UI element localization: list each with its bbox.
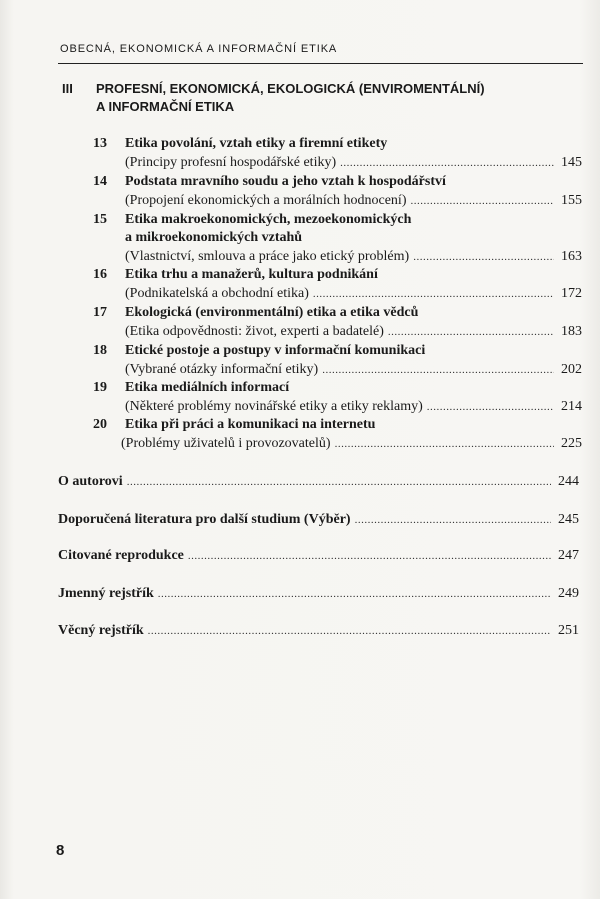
page-number: 251 <box>558 623 579 638</box>
running-head: OBECNÁ, EKONOMICKÁ A INFORMAČNÍ ETIKA <box>60 43 338 55</box>
chapter-subtitle: (Propojení ekonomických a morálních hodnocení) <box>125 193 407 208</box>
page-number: 247 <box>558 548 579 563</box>
part-title-line2: A INFORMAČNÍ ETIKA <box>96 99 235 114</box>
part-number: III <box>62 81 73 96</box>
chapter-title-continued: a mikroekonomických vztahů <box>125 230 303 245</box>
chapter-title: Ekologická (environmentální) etika a etika vědců <box>125 305 419 320</box>
toc-entry[interactable] <box>125 193 582 209</box>
page-number: 163 <box>561 249 582 264</box>
toc-entry[interactable] <box>125 286 582 302</box>
leader-dots <box>410 195 554 207</box>
page-number: 249 <box>558 586 579 601</box>
chapter-number: 15 <box>93 212 107 227</box>
chapter-number: 16 <box>93 267 107 282</box>
toc-entry[interactable] <box>125 399 582 415</box>
entry-title: Jmenný rejstřík <box>58 586 154 601</box>
entry-title: Doporučená literatura pro další studium (Výběr) <box>58 512 351 527</box>
page-number: 183 <box>561 324 582 339</box>
page-number: 245 <box>558 512 579 527</box>
part-title <box>96 80 516 116</box>
toc-entry[interactable] <box>125 249 582 265</box>
chapter-title: Podstata mravního soudu a jeho vztah k hospodářství <box>125 174 446 189</box>
chapter-subtitle: (Vybrané otázky informační etiky) <box>125 362 319 377</box>
leader-dots <box>388 326 554 338</box>
chapter-number: 17 <box>93 305 107 320</box>
chapter-subtitle: (Problémy uživatelů i provozovatelů) <box>121 436 331 451</box>
chapter-number: 18 <box>93 343 107 358</box>
page-number: 244 <box>558 474 579 489</box>
entry-title: Citované reprodukce <box>58 548 184 563</box>
leader-dots <box>188 550 551 562</box>
toc-entry[interactable] <box>121 436 582 452</box>
chapter-number: 19 <box>93 380 107 395</box>
leader-dots <box>427 401 554 413</box>
chapter-subtitle: (Etika odpovědnosti: život, experti a badatelé) <box>125 324 384 339</box>
chapter-title: Etika makroekonomických, mezoekonomických <box>125 212 412 227</box>
leader-dots <box>313 288 554 300</box>
leader-dots <box>340 157 554 169</box>
leader-dots <box>158 588 551 600</box>
chapter-title: Etika při práci a komunikaci na internetu <box>125 417 376 432</box>
page-number: 214 <box>561 399 582 414</box>
chapter-title: Etika trhu a manažerů, kultura podnikání <box>125 267 378 282</box>
page-number: 155 <box>561 193 582 208</box>
toc-entry-back-matter[interactable] <box>58 548 579 564</box>
chapter-title: Etické postoje a postupy v informační komunikaci <box>125 343 426 358</box>
page-number: 225 <box>561 436 582 451</box>
chapter-number: 14 <box>93 174 107 189</box>
page-number: 202 <box>561 362 582 377</box>
page-folio: 8 <box>56 842 65 859</box>
leader-dots <box>355 514 551 526</box>
chapter-number: 13 <box>93 136 107 151</box>
page-number: 172 <box>561 286 582 301</box>
toc-entry[interactable] <box>125 324 582 340</box>
entry-title: O autorovi <box>58 474 123 489</box>
toc-entry[interactable] <box>125 362 582 378</box>
chapter-subtitle: (Principy profesní hospodářské etiky) <box>125 155 337 170</box>
toc-entry[interactable] <box>125 155 582 171</box>
toc-entry-back-matter[interactable] <box>58 623 579 639</box>
toc-entry-back-matter[interactable] <box>58 474 579 490</box>
part-title-line1: PROFESNÍ, EKONOMICKÁ, EKOLOGICKÁ (ENVIROMENTÁLNÍ) <box>96 81 485 96</box>
chapter-title: Etika povolání, vztah etiky a firemní etikety <box>125 136 388 151</box>
page-number: 145 <box>561 155 582 170</box>
toc-entry-back-matter[interactable] <box>58 512 579 528</box>
chapter-subtitle: (Vlastnictví, smlouva a práce jako etický problém) <box>125 249 410 264</box>
leader-dots <box>322 364 554 376</box>
chapter-subtitle: (Některé problémy novinářské etiky a etiky reklamy) <box>125 399 423 414</box>
leader-dots <box>413 251 554 263</box>
leader-dots <box>127 476 551 488</box>
chapter-title: Etika mediálních informací <box>125 380 290 395</box>
entry-title: Věcný rejstřík <box>58 623 144 638</box>
header-rule <box>58 63 583 64</box>
leader-dots <box>335 438 554 450</box>
chapter-number: 20 <box>93 417 107 432</box>
chapter-subtitle: (Podnikatelská a obchodní etika) <box>125 286 309 301</box>
leader-dots <box>148 625 551 637</box>
toc-entry-back-matter[interactable] <box>58 586 579 602</box>
